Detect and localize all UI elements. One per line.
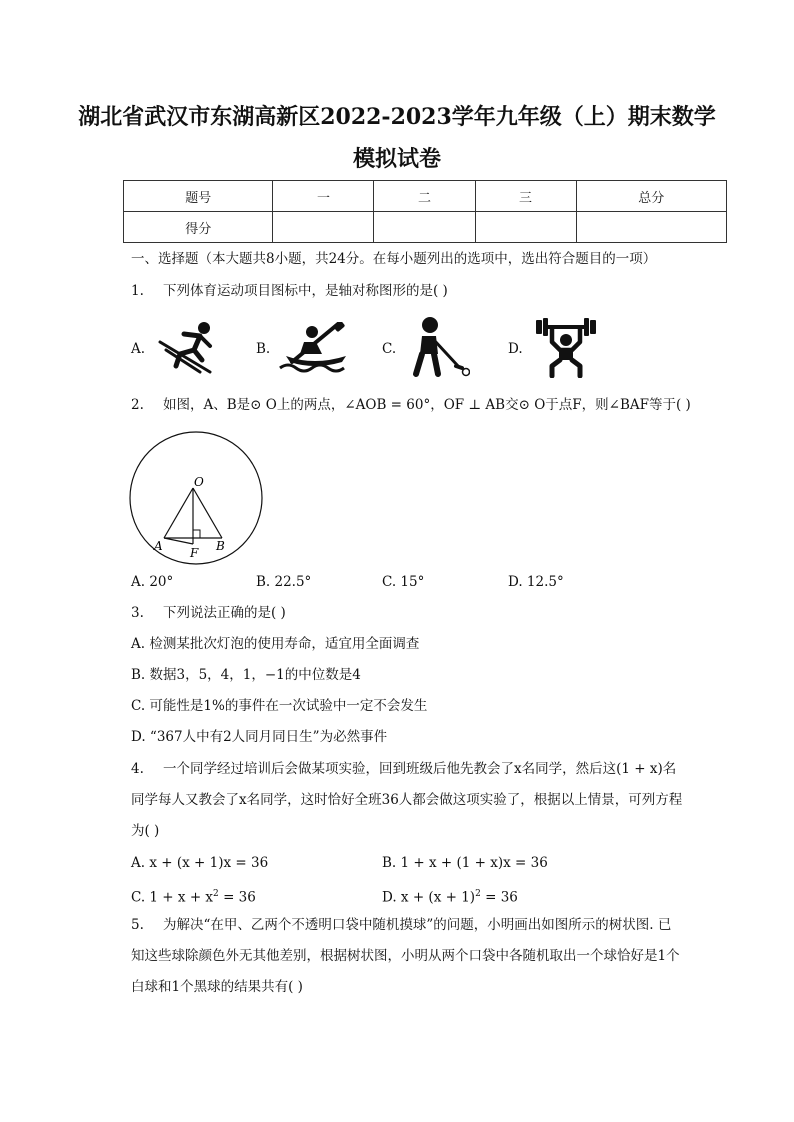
- option-b: B. 数据3，5，4，1，−1的中位数是4: [131, 667, 361, 683]
- score-cell: 得分: [124, 212, 273, 243]
- question-4-line3: 为( ): [131, 823, 160, 839]
- option-d: D. 12.5°: [508, 574, 564, 590]
- label-b: B: [216, 539, 225, 553]
- label-o: O: [194, 475, 204, 489]
- question-stem: 下列体育运动项目图标中，是轴对称图形的是( ): [163, 283, 448, 299]
- option-d-text: D. x + (x + 1): [382, 889, 476, 906]
- question-stem: 如图，A、B是⊙ O上的两点，∠AOB = 60°，OF ⊥ AB交⊙ O于点F，则∠BAF等于( ): [163, 397, 691, 413]
- option-b: B.: [256, 341, 271, 357]
- option-d: [382, 884, 518, 908]
- question-5-line3: 白球和1个黑球的结果共有( ): [131, 979, 303, 995]
- label-a: A: [154, 539, 163, 553]
- section-heading: 一、选择题（本大题共8小题，共24分。在每小题列出的选项中，选出符合题目的一项）: [131, 251, 657, 267]
- option-c: C. 15°: [382, 574, 425, 590]
- option-a: A. 20°: [131, 574, 174, 590]
- score-cell: 三: [475, 181, 576, 212]
- question-2: [131, 395, 691, 415]
- option-b: B. 22.5°: [256, 574, 312, 590]
- kayaking-icon: [278, 322, 352, 374]
- question-stem: 为解决“在甲、乙两个不透明口袋中随机摸球”的问题，小明画出如图所示的树状图. 已: [163, 917, 672, 933]
- question-1: [131, 281, 448, 301]
- option-d: D.: [508, 341, 523, 357]
- skiing-icon: [156, 320, 218, 376]
- option-c: C.: [382, 341, 397, 357]
- option-c-tail: = 36: [218, 889, 256, 906]
- exam-title-line2: 模拟试卷: [352, 146, 441, 172]
- exponent: 2: [213, 889, 219, 899]
- weightlifting-icon: [534, 316, 598, 378]
- question-5-line2: 知这些球除颜色外无其他差别，根据树状图，小明从两个口袋中各随机取出一个球恰好是1个: [131, 948, 680, 964]
- score-cell[interactable]: [475, 212, 576, 243]
- exponent: 2: [475, 889, 481, 899]
- score-cell[interactable]: [273, 212, 374, 243]
- score-cell: 总分: [576, 181, 726, 212]
- option-c: [131, 884, 256, 908]
- score-cell[interactable]: [576, 212, 726, 243]
- label-f: F: [190, 546, 199, 560]
- option-a: A. 检测某批次灯泡的使用寿命，适宜用全面调查: [131, 636, 420, 652]
- question-number: 5.: [131, 917, 144, 933]
- option-d: D. “367人中有2人同月同日生”为必然事件: [131, 729, 388, 745]
- question-5: [131, 915, 671, 935]
- question-stem: 下列说法正确的是( ): [163, 605, 286, 621]
- score-cell: 二: [374, 181, 475, 212]
- golf-icon: [404, 316, 470, 378]
- option-a: A.: [131, 341, 146, 357]
- option-a: A. x + (x + 1)x = 36: [131, 855, 269, 871]
- question-3: [131, 603, 286, 623]
- question-number: 1.: [131, 283, 144, 299]
- question-4-line2: 同学每人又教会了x名同学，这时恰好全班36人都会做这项实验了，根据以上情景，可列方程: [131, 792, 683, 808]
- score-cell: 一: [273, 181, 374, 212]
- score-cell[interactable]: [374, 212, 475, 243]
- question-number: 3.: [131, 605, 144, 621]
- option-d-tail: = 36: [480, 889, 518, 906]
- circle-geometry-figure: [128, 430, 268, 566]
- option-c: C. 可能性是1%的事件在一次试验中一定不会发生: [131, 698, 428, 714]
- option-c-text: C. 1 + x + x: [131, 889, 214, 906]
- question-number: 2.: [131, 397, 144, 413]
- score-table: [123, 180, 727, 243]
- score-table-score-row: [124, 212, 727, 243]
- question-number: 4.: [131, 761, 144, 777]
- score-table-header-row: [124, 181, 727, 212]
- question-4: [131, 759, 676, 779]
- option-b: B. 1 + x + (1 + x)x = 36: [382, 855, 548, 871]
- question-stem: 一个同学经过培训后会做某项实验，回到班级后他先教会了x名同学，然后这(1 + x)名: [163, 761, 677, 777]
- score-cell: 题号: [124, 181, 273, 212]
- exam-title-line1: 湖北省武汉市东湖高新区2022-2023学年九年级（上）期末数学: [78, 104, 716, 130]
